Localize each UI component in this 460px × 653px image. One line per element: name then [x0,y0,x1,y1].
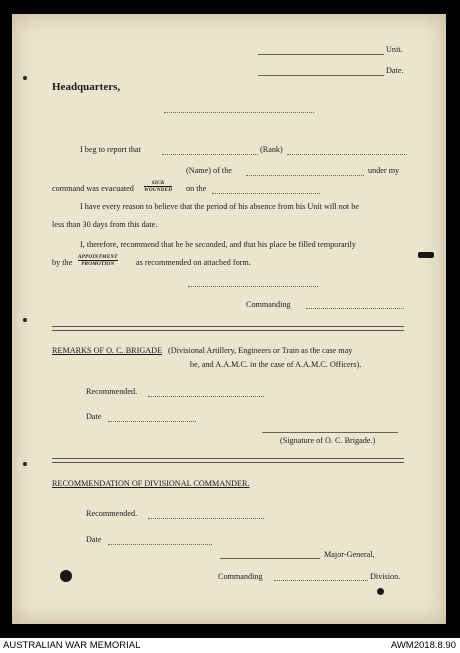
under-label: under my [368,166,400,175]
remarks-signature-label: (Signature of O. C. Brigade.) [280,436,376,445]
belief-line-1: I have every reason to believe that the period of his absence from his Unit will not be [80,202,359,211]
promotion-option: PROMOTION [81,261,115,267]
punch-hole [23,462,27,466]
date-label: Date. [386,66,404,75]
remarks-recommended-blank [148,396,264,397]
divisional-heading: RECOMMENDATION OF DIVISIONAL COMMANDER. [52,479,250,488]
evacuation-date-blank [212,193,320,194]
ink-blot [60,570,72,582]
wounded-option: WOUNDED [144,187,173,193]
sick-wounded-fraction [144,180,172,193]
evacuated-intro: command was evacuated [52,184,134,193]
appointment-option: APPOINTMENT [78,254,118,260]
section-divider [52,326,404,331]
divisional-date-blank [108,544,212,545]
divisional-commanding: Commanding [218,572,263,581]
remarks-paren-2: be, and A.A.M.C. in the case of A.A.M.C. Officers). [190,360,362,369]
remarks-paren-1: (Divisional Artillery, Engineers or Train as the case may [168,346,353,355]
on-the-label: on the [186,184,207,193]
report-blank [162,154,258,155]
section-divider [52,458,404,463]
rank-blank [287,154,407,155]
headquarters-title: Headquarters, [52,81,121,93]
major-general-line [220,558,320,559]
divisional-recommended: Recommended. [86,509,138,518]
divisional-recommended-blank [148,518,264,519]
date-line [258,75,384,76]
remarks-date: Date [86,412,102,421]
division-blank [274,580,368,581]
unit-label: Unit. [386,45,403,54]
tear-mark [418,252,434,258]
remarks-date-blank [108,421,196,422]
remarks-signature-line [262,432,398,433]
accession-number: AWM2018.8.90 [390,640,456,651]
name-label: (Name) of the [186,166,232,175]
source-caption: AUSTRALIAN WAR MEMORIAL [3,640,141,651]
unit-line [258,54,384,55]
commanding-label: Commanding [246,300,291,309]
sick-option: SICK [144,180,172,187]
punch-hole [23,76,27,80]
divisional-date: Date [86,535,102,544]
rank-label: (Rank) [260,145,283,154]
signature-blank [188,286,318,287]
punch-hole [23,318,27,322]
remarks-recommended: Recommended. [86,387,138,396]
headquarters-dotted-line [164,112,314,113]
belief-line-2: less than 30 days from this date. [52,220,158,229]
as-recommended: as recommended on attached form. [136,258,251,267]
report-intro: I beg to report that [80,145,141,154]
commanding-blank [306,308,404,309]
by-the-label: by the [52,258,73,267]
major-general-label: Major-General, [324,550,375,559]
name-blank [246,175,364,176]
appointment-promotion-fraction [78,254,118,267]
form-paper [12,14,446,624]
remarks-heading: REMARKS OF O. C. BRIGADE [52,346,163,355]
recommend-line-1: I, therefore, recommend that he be seconded, and that his place be filled temporarily [80,240,356,249]
caption-bar [0,638,460,653]
ink-blot [377,588,384,595]
division-label: Division. [370,572,401,581]
